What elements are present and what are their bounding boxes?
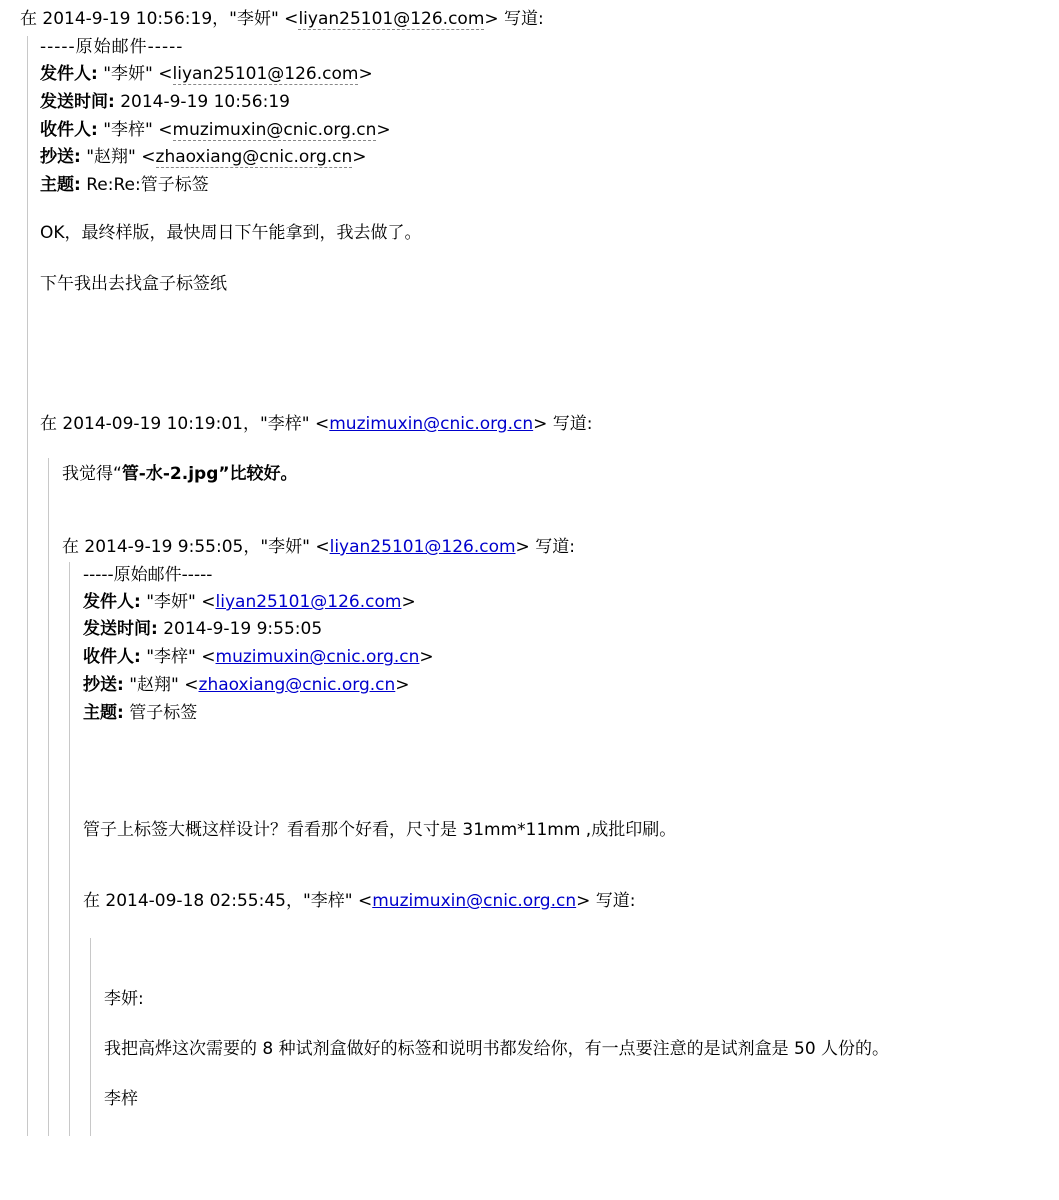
q1-separator: -----原始邮件-----: [40, 37, 184, 57]
q3-to-email-link[interactable]: muzimuxin@cnic.org.cn: [215, 647, 420, 667]
q2-message: 我觉得“管-水-2.jpg”比较好。: [62, 464, 298, 484]
q1-reply-email-link[interactable]: muzimuxin@cnic.org.cn: [329, 414, 534, 434]
q1-cc-email[interactable]: zhaoxiang@cnic.org.cn: [155, 147, 353, 167]
q3-reply-header: 在 2014-09-18 02:55:45，"李梓" <muzimuxin@cnic.org.cn> 写道:: [83, 891, 636, 911]
top-reply-header: 在 2014-9-19 10:56:19，"李妍" <liyan25101@126.com> 写道:: [20, 9, 544, 29]
q4-greeting: 李妍:: [104, 989, 144, 1009]
q3-from-row: 发件人: "李妍" <liyan25101@126.com>: [83, 592, 416, 612]
q3-separator: -----原始邮件-----: [83, 565, 213, 585]
quote-bar-level-1: [27, 36, 28, 1136]
q3-body: 管子上标签大概这样设计？看看那个好看，尺寸是 31mm*11mm ,成批印刷。: [83, 820, 677, 840]
q1-time-row: 发送时间: 2014-9-19 10:56:19: [40, 92, 290, 112]
q2-reply-header: 在 2014-9-19 9:55:05，"李妍" <liyan25101@126.com> 写道:: [62, 537, 575, 557]
quote-bar-level-2: [48, 458, 49, 1136]
q1-subject-row: 主题: Re:Re:管子标签: [40, 175, 209, 195]
quote-bar-level-3: [69, 562, 70, 1136]
q1-reply-header: 在 2014-09-19 10:19:01，"李梓" <muzimuxin@cnic.org.cn> 写道:: [40, 414, 593, 434]
q1-cc-row: 抄送: "赵翔" <zhaoxiang@cnic.org.cn>: [40, 147, 367, 167]
top-sender-email[interactable]: liyan25101@126.com: [298, 9, 485, 29]
q1-body-line-2: 下午我出去找盒子标签纸: [40, 274, 227, 294]
q1-from-email[interactable]: liyan25101@126.com: [172, 64, 359, 84]
q3-to-row: 收件人: "李梓" <muzimuxin@cnic.org.cn>: [83, 647, 434, 667]
q1-body-line-1: OK，最终样版，最快周日下午能拿到，我去做了。: [40, 223, 422, 243]
q2-reply-email-link[interactable]: liyan25101@126.com: [329, 537, 516, 557]
q3-time-row: 发送时间: 2014-9-19 9:55:05: [83, 619, 323, 639]
q3-cc-row: 抄送: "赵翔" <zhaoxiang@cnic.org.cn>: [83, 675, 410, 695]
q4-signature: 李梓: [104, 1089, 138, 1109]
q1-to-email[interactable]: muzimuxin@cnic.org.cn: [172, 120, 377, 140]
q1-from-row: 发件人: "李妍" <liyan25101@126.com>: [40, 64, 373, 84]
q1-to-row: 收件人: "李梓" <muzimuxin@cnic.org.cn>: [40, 120, 391, 140]
q3-from-email-link[interactable]: liyan25101@126.com: [215, 592, 402, 612]
q3-cc-email-link[interactable]: zhaoxiang@cnic.org.cn: [198, 675, 396, 695]
q3-subject-row: 主题: 管子标签: [83, 703, 198, 723]
quote-bar-level-4: [90, 938, 91, 1136]
q4-body: 我把高烨这次需要的 8 种试剂盒做好的标签和说明书都发给你，有一点要注意的是试剂盒是 50 人份的。: [104, 1039, 890, 1059]
q3-reply-email-link[interactable]: muzimuxin@cnic.org.cn: [372, 891, 577, 911]
